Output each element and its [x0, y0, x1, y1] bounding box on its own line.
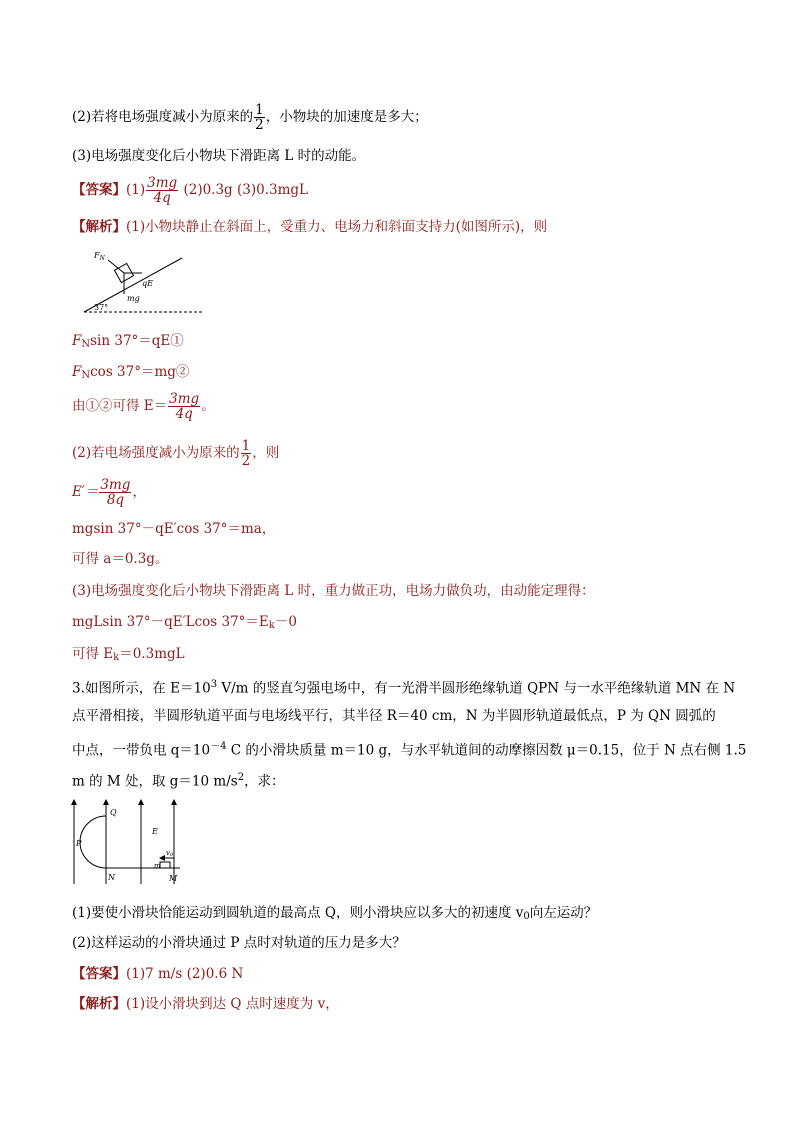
problem-3-line-3: 中点，一带负电 $q=10^{-4}$ C 的小滑块质量 m＝10 g，与水平轨道间的动摩擦因数 μ＝0.15，位于 N 点右侧 1.5 [72, 741, 747, 759]
equation-3: 由①②可得 E＝ $\frac{3mg}{4q}$ 。 [72, 391, 215, 422]
fraction: $\frac{1}{2}$ [255, 102, 264, 133]
answer-2: 【答案】(1)7 m/s (2)0.6 N [72, 966, 244, 982]
sub-question-1: (1)要使小滑块恰能运动到圆轨道的最高点 Q，则小滑块应以多大的初速度 v0向左运动？ [72, 905, 598, 922]
equation-5: E′＝ $\frac{3mg}{8q}$ ， [72, 477, 146, 508]
problem-3-line-4: m 的 M 处，取 g＝10 $m/s^2$，求： [72, 772, 285, 790]
equation-4: (2)若电场强度减小为原来的 $\frac{1}{2}$ ，则 [72, 438, 280, 469]
slider-block [160, 862, 170, 868]
question-2 [72, 103, 428, 132]
semicircle-track [80, 816, 106, 868]
problem-3-line-2: 点平滑相接，半圆形轨道平面与电场线平行，其半径 R＝40 cm，N 为半圆形轨道最低点，P 为 QN 圆弧的 [72, 708, 716, 724]
fraction: $\frac{1}{2}$ [241, 438, 251, 469]
analysis-bracket: 【解析】 [72, 996, 126, 1012]
label-q: Q [110, 808, 117, 817]
label-e: E [152, 827, 158, 836]
equation-2: FNcos 37°＝mg② [72, 364, 190, 381]
fraction: $\frac{3mg}{4q}$ [147, 175, 178, 206]
fraction: $\frac{3mg}{8q}$ [100, 477, 131, 508]
label-p: P [76, 839, 82, 848]
equation-1: FNsin 37°＝qE① [72, 333, 184, 350]
track-field-diagram [66, 798, 192, 890]
equation-8: (3)电场强度变化后小物块下滑距离 L 时，重力做正功，电场力做负功，由动能定理得： [72, 583, 595, 599]
label-m: m [154, 862, 161, 870]
equation-6: mgsin 37°－qE′cos 37°＝ma， [72, 521, 276, 537]
analysis-2: 【解析】(1)设小滑块到达 Q 点时速度为 v， [72, 996, 339, 1012]
q2-text: (2)若将电场强度减小为原来的 [72, 109, 254, 125]
label-n: N [108, 873, 115, 882]
incline-force-diagram [72, 244, 202, 320]
fraction: $\frac{3mg}{4q}$ [169, 391, 200, 422]
problem-3-line-1: 3.如图所示，在 $E=10^3$ V/m 的竖直匀强电场中，有一光滑半圆形绝缘轨道 QPN 与一水平绝缘轨道 MN 在 N [72, 679, 736, 697]
answer-bracket: 【答案】 [72, 966, 126, 982]
sub-question-2: (2)这样运动的小滑块通过 P 点时对轨道的压力是多大？ [72, 935, 406, 951]
fn-label: $F_N$ [94, 251, 105, 262]
mg-label: mg [127, 294, 140, 303]
label-big-m: M [169, 874, 178, 883]
q2-text-post: ，小物块的加速度是多大； [265, 109, 428, 125]
answer-1: 【答案】(1) $\frac{3mg}{4q}$ (2)0.3g (3)0.3mgL [72, 175, 308, 206]
equation-9: mgLsin 37°－qE′Lcos 37°＝Ek－0 [72, 614, 297, 631]
analysis-bracket: 【解析】 [72, 219, 126, 235]
label-v0: v0 [166, 849, 174, 858]
analysis-1: 【解析】(1)小物块静止在斜面上，受重力、电场力和斜面支持力(如图所示)，则 [72, 219, 548, 235]
equation-10: 可得 Ek＝0.3mgL [72, 646, 185, 663]
angle-label: 37° [94, 303, 109, 312]
question-3: (3)电场强度变化后小物块下滑距离 L 时的动能。 [72, 148, 366, 164]
equation-7: 可得 a＝0.3g。 [72, 551, 169, 567]
answer-bracket: 【答案】 [72, 182, 126, 198]
qe-label: qE [142, 279, 153, 288]
